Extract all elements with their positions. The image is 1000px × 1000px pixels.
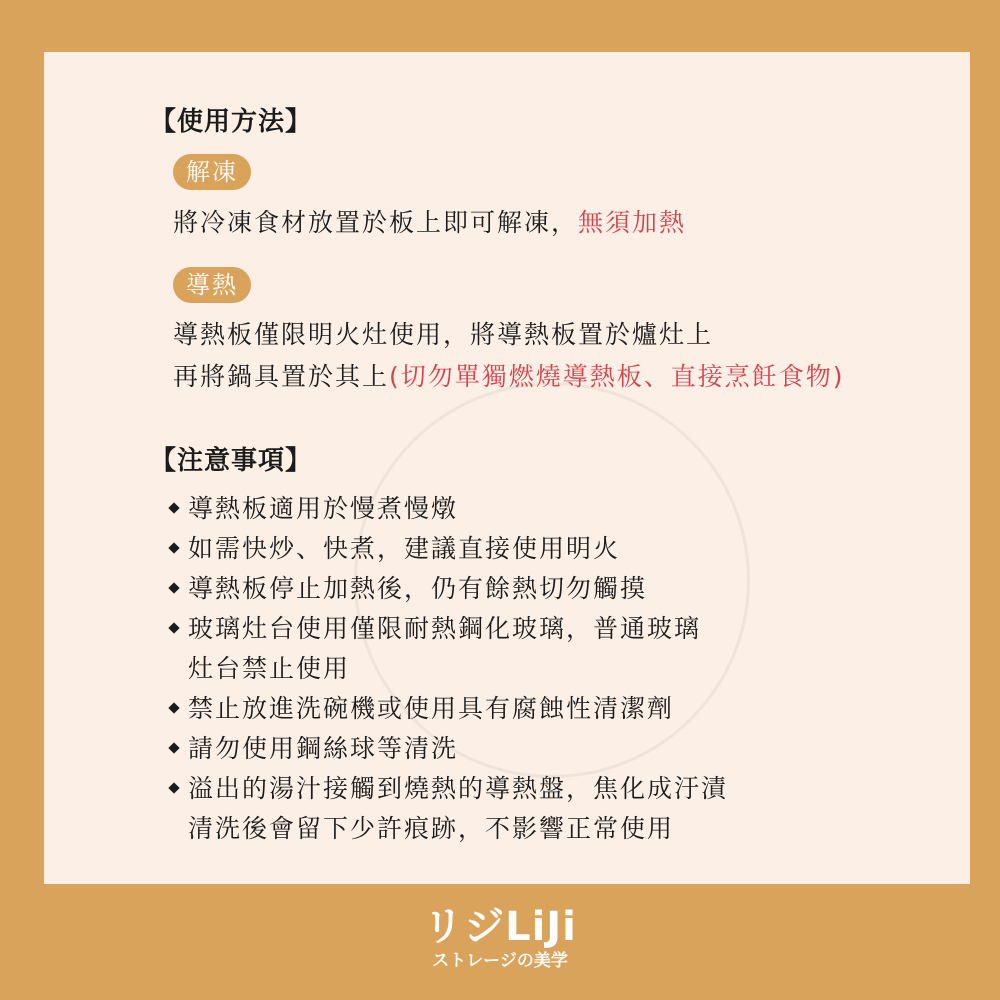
list-item-continuation: 灶台禁止使用: [188, 654, 351, 683]
tag-conduct: 導熱: [173, 267, 251, 303]
brand-logo: [0, 905, 1000, 973]
diamond-bullet-icon: [168, 742, 179, 753]
diamond-bullet-icon: [168, 502, 179, 513]
logo-tagline: ストレージの美学: [432, 951, 568, 971]
conduct-text: 再將鍋具置於其上: [173, 362, 390, 391]
thaw-instruction: [173, 203, 686, 239]
list-item: 玻璃灶台使用僅限耐熱鋼化玻璃，普通玻璃 灶台禁止使用: [170, 609, 728, 689]
diamond-bullet-icon: [168, 782, 179, 793]
list-item: 禁止放進洗碗機或使用具有腐蝕性清潔劑: [170, 689, 728, 729]
list-item: 導熱板適用於慢煮慢燉: [170, 489, 728, 529]
diamond-bullet-icon: [168, 622, 179, 633]
list-item: 如需快炒、快煮，建議直接使用明火: [170, 529, 728, 569]
conduct-line-1: 導熱板僅限明火灶使用，將導熱板置於爐灶上: [173, 320, 714, 349]
list-item: 請勿使用鋼絲球等清洗: [170, 729, 728, 769]
list-item: 溢出的湯汁接觸到燒熱的導熱盤，焦化成汙漬 清洗後會留下少許痕跡，不影響正常使用: [170, 769, 728, 849]
logo-wordmark: リジLiJi: [423, 904, 577, 950]
notes-list: [170, 489, 728, 849]
conduct-line-2: [173, 357, 845, 393]
diamond-bullet-icon: [168, 542, 179, 553]
thaw-text: 將冷凍食材放置於板上即可解凍，: [173, 208, 579, 237]
diamond-bullet-icon: [168, 582, 179, 593]
thaw-highlight: 無須加熱: [578, 208, 687, 237]
tag-thaw: 解凍: [173, 154, 251, 190]
list-item: 導熱板停止加熱後，仍有餘熱切勿觸摸: [170, 569, 728, 609]
conduct-highlight: (切勿單獨燃燒導熱板、直接烹飪食物): [389, 362, 845, 391]
diamond-bullet-icon: [168, 702, 179, 713]
usage-heading: 【使用方法】: [150, 107, 313, 137]
list-item-continuation: 清洗後會留下少許痕跡，不影響正常使用: [188, 814, 675, 843]
notes-heading: 【注意事項】: [150, 446, 313, 476]
